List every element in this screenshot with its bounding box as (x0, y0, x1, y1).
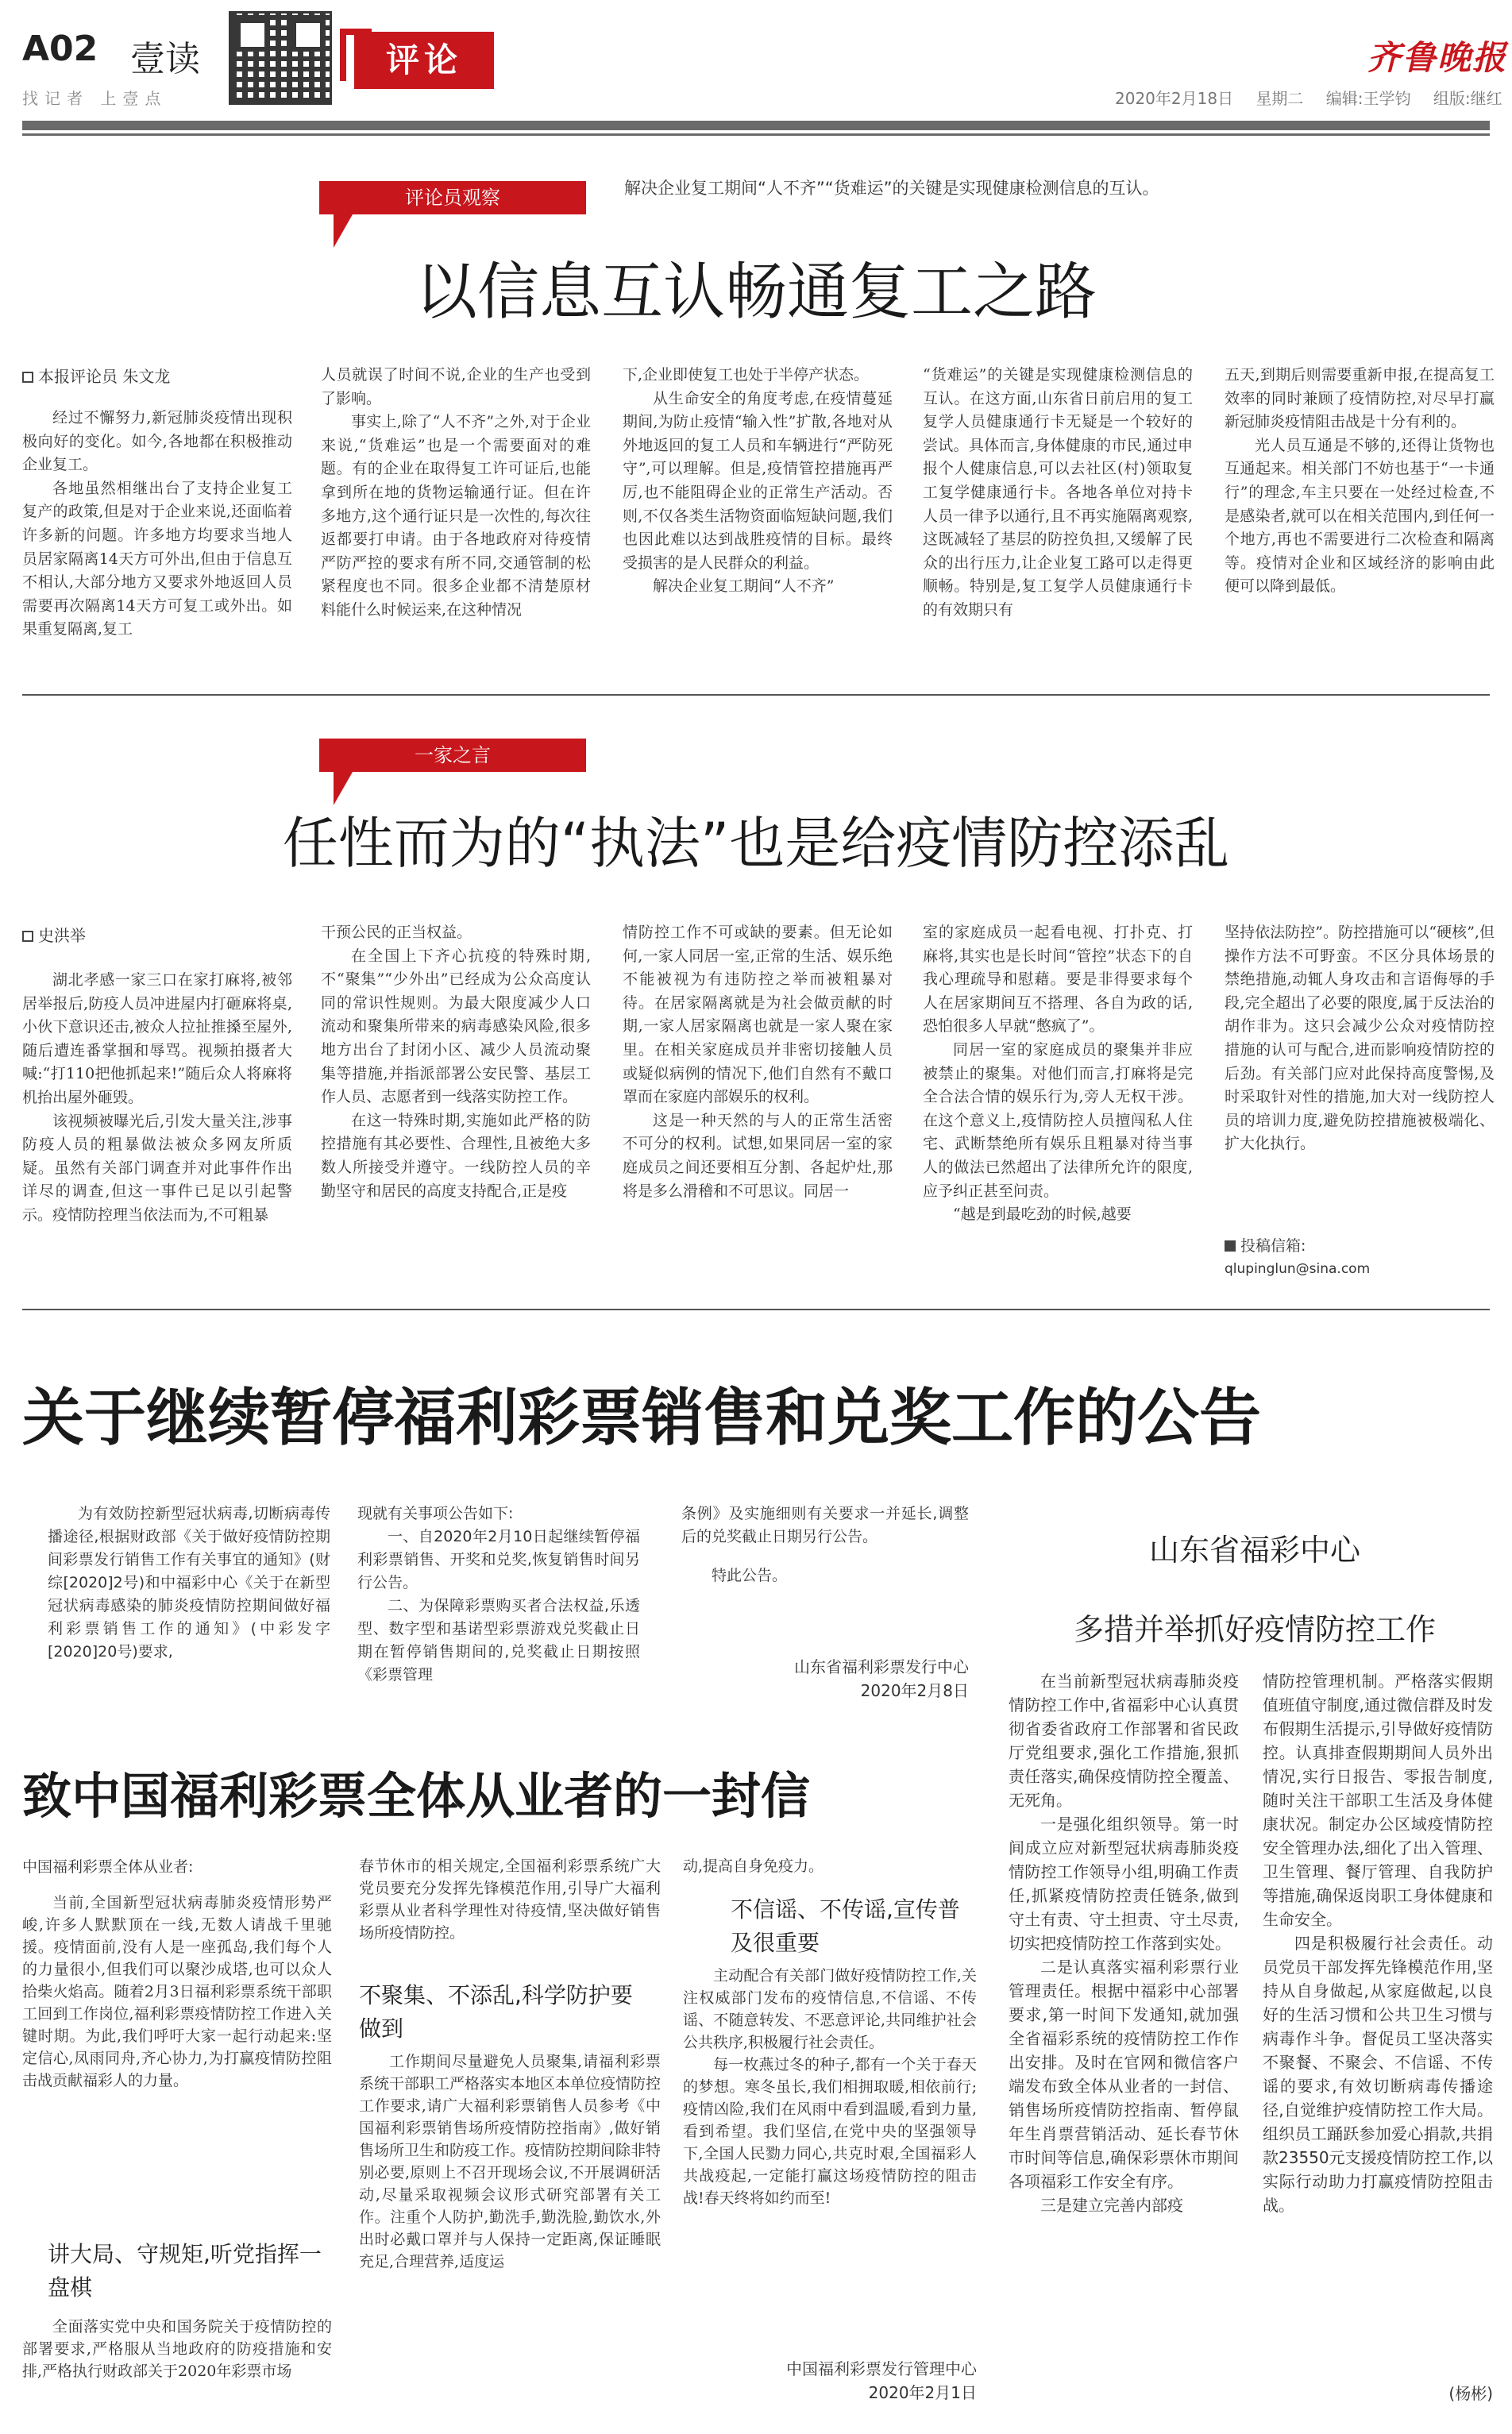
article2-col-5 (1225, 921, 1495, 1223)
paragraph: 情防控工作不可或缺的要素。但无论如何,一家人同居一室,正常的生活、娱乐绝不能被视为有违防控之举而被粗暴对待。在居家隔离就是为社会做贡献的时期,一家人居家隔离也就是一家人聚在家里。在相关家庭成员并非密切接触人员或疑似病例的情况下,他们自然有不戴口罩而在家庭内部娱乐的权利。 (623, 924, 893, 1106)
contact-label: 投稿信箱: (1240, 1237, 1306, 1255)
section-separator (22, 1309, 1490, 1310)
article1-col-4 (923, 364, 1193, 683)
paragraph: 下,企业即使复工也处于半停产状态。 (623, 366, 870, 384)
article2-col-4 (923, 921, 1193, 1286)
paragraph: 同居一室的家庭成员的聚集并非应被禁止的聚集。对他们而言,打麻将是完全合法合情的娱乐行为,旁人无权干涉。在这个意义上,疫情防控人员擅闯私人住宅、武断禁绝所有娱乐且粗暴对待当事人的做法已然超出了法律所允许的限度,应予纠正甚至问责。 (923, 1040, 1193, 1200)
shandong-col-1 (1009, 1669, 1239, 2408)
paragraph: 当前,全国新型冠状病毒肺炎疫情形势严峻,许多人默默顶在一线,无数人请战千里驰援。疫情面前,没有人是一座孤岛,我们每个人的力量很小,但我们可以聚沙成塔,也可以众人拾柴火焰高。随着2月3日福利彩票系统干部职工回到工作岗位,福利彩票疫情防控工作进入关键时期。为此,我们呼吁大家一起行动起来:坚定信心,凤雨同舟,齐心协力,为打赢疫情防控阻击战贡献福彩人的力量。 (22, 1894, 332, 2089)
article2-col-3 (623, 921, 893, 1286)
announcement-col-3 (681, 1502, 969, 1622)
layout-credit: 组版:继红 (1433, 89, 1502, 108)
paragraph: “越是到最吃劲的时候,越要 (953, 1205, 1132, 1224)
article1-col-2 (321, 364, 591, 683)
paragraph: 各地虽然相继出台了支持企业复工复产的政策,但是对于企业来说,还面临着许多新的问题。许多地方均要求当地人员居家隔离14天方可外出,但由于信息互不相认,大部分地方又要求外地返回人员需要再次隔离14天方可复工或外出。如果重复隔离,复工 (22, 479, 292, 638)
article-separator (22, 694, 1490, 696)
paragraph: 室的家庭成员一起看电视、打扑克、打麻将,其实也是长时间“管控”状态下的自我心理疏导和慰藉。要是非得要求每个人在居家期间互不搭理、各自为政的话,恐怕很多人早就“憋疯了”。 (923, 924, 1193, 1036)
paragraph: 这是一种天然的与人的正常生活密不可分的权利。试想,如果同居一室的家庭成员之间还要相互分割、各起炉灶,那将是多么滑稽和不可思议。同居一 (623, 1111, 893, 1200)
announcement-date: 2020年2月8日 (860, 1681, 969, 1700)
article1-title: 以信息互认畅通复工之路 (415, 257, 1097, 328)
paragraph: 为有效防控新型冠状病毒,切断病毒传播途径,根据财政部《关于做好疫情防控期间彩票发行销售工作有关事宜的通知》(财综[2020]2号)和中福彩中心《关于在新型冠状病毒感染的肺炎疫情防控期间做好福利彩票销售工作的通知》(中彩发字[2020]20号)要求, (48, 1505, 330, 1661)
paragraph: 二、为保障彩票购买者合法权益,乐透型、数字型和基诺型彩票游戏兑奖截止日期在暂停销售期间的,兑奖截止日期按照《彩票管理 (357, 1597, 640, 1684)
masthead-rule-thick (22, 121, 1490, 130)
paragraph: 经过不懈努力,新冠肺炎疫情出现积极向好的变化。如今,各地都在积极推动企业复工。 (22, 409, 292, 474)
announcement-signer: 山东省福利彩票发行中心 (794, 1657, 969, 1676)
letter-salutation: 中国福利彩票全体从业者: (22, 1858, 194, 1876)
paragraph: 三是建立完善内部疫 (1040, 2196, 1183, 2215)
paragraph: 情防控管理机制。严格落实假期值班值守制度,通过微信群及时发布假期生活提示,引导做好疫情防控。认真排查假期期间人员外出情况,实行日报告、零报告制度,随时关注干部职工生活及身体健康状况。制定办公区域疫情防控安全管理办法,细化了出入管理、卫生管理、餐厅管理、自我防护等措施,确保返岗职工身体健康和生命安全。 (1263, 1672, 1493, 1929)
paragraph: 现就有关事项公告如下: (357, 1505, 514, 1522)
paragraph: 全面落实党中央和国务院关于疫情防控的部署要求,严格服从当地政府的防疫措施和安排,严格执行财政部关于2020年彩票市场 (22, 2318, 332, 2380)
paragraph: 在当前新型冠状病毒肺炎疫情防控工作中,省福彩中心认真贯彻省委省政府工作部署和省民政厅党组要求,强化工作措施,狠抓责任落实,确保疫情防控全覆盖、无死角。 (1009, 1672, 1239, 1810)
article2-author: 史洪举 (38, 926, 86, 945)
article1-label-tail (334, 214, 353, 248)
announcement-col-1 (48, 1502, 330, 1709)
qr-code-icon (229, 11, 332, 105)
paragraph: “货难运”的关键是实现健康检测信息的互认。在这方面,山东省日前启用的复工复学人员健康通行卡无疑是一个较好的尝试。具体而言,身体健康的市民,通过申报个人健康信息,可以去社区(村)领取复工复学健康通行卡。各地各单位对持卡人员一律予以通行,且不再实施隔离观察,这既减轻了基层的防控负担,又缓解了民众的出行压力,让企业复工路可以走得更顺畅。特别是,复工复学人员健康通行卡的有效期只有 (923, 366, 1193, 619)
dateline (1115, 86, 1502, 109)
byline-square-icon (22, 931, 33, 942)
slogan: 找记者 上壹点 (22, 89, 168, 108)
shandong-title-bottom: 多措并举抓好疫情防控工作 (1073, 1612, 1436, 1647)
letter-signer: 中国福利彩票发行管理中心 (786, 2359, 977, 2378)
article2-contact-email: qlupinglun@sina.com (1225, 1261, 1371, 1277)
letter-subhead-1: 讲大局、守规矩,听党指挥一盘棋 (48, 2241, 322, 2301)
shandong-author: (杨彬) (1448, 2384, 1493, 2403)
paragraph: 湖北孝感一家三口在家打麻将,被邻居举报后,防疫人员冲进屋内打砸麻将桌,小伙下意识还击,被众人拉扯推搡至屋外,随后遭连番掌掴和辱骂。视频拍摄者大喊:“打110把他抓起来!”随后众人将麻将机抬出屋外砸毁。 (22, 971, 292, 1106)
byline-square-icon (22, 372, 33, 383)
article1-col-3 (623, 364, 893, 683)
letter-col-3b (683, 1965, 977, 2338)
letter-date: 2020年2月1日 (868, 2383, 977, 2402)
article1-col-5 (1225, 364, 1495, 683)
paragraph: 主动配合有关部门做好疫情防控工作,关注权威部门发布的疫情信息,不信谣、不传谣、不随意转发、不恶意评论,共同维护社会公共秩序,积极履行社会责任。 (683, 1967, 977, 2051)
paragraph: 二是认真落实福利彩票行业管理责任。根据中福彩中心部署要求,第一时间下发通知,就加强全省福彩系统的疫情防控工作作出安排。及时在官网和微信客户端发布致全体从业者的一封信、销售场所疫情防控指南、暂停鼠年生肖票营销活动、延长春节休市时间等信息,确保彩票休市期间各项福彩工作安全有序。 (1009, 1958, 1239, 2191)
page-section: 壹读 (130, 39, 200, 79)
issue-weekday: 星期二 (1256, 89, 1304, 108)
paragraph: 条例》及实施细则有关要求一并延长,调整后的兑奖截止日期另行公告。 (681, 1505, 969, 1545)
letter-col-1b (22, 2316, 332, 2406)
paragraph: 一是强化组织领导。第一时间成立应对新型冠状病毒肺炎疫情防控工作领导小组,明确工作责任,抓紧疫情防控责任链条,做到守土有责、守土担责、守土尽责,切实把疫情防控工作落到实处。 (1009, 1815, 1239, 1953)
shandong-title-top: 山东省福彩中心 (1148, 1533, 1360, 1568)
article2-col-1 (22, 969, 292, 1286)
paragraph: 在这一特殊时期,实施如此严格的防控措施有其必要性、合理性,且被绝大多数人所接受并遵守。一线防控人员的辛勤坚守和居民的高度支持配合,正是疫 (321, 1111, 591, 1200)
paragraph: 解决企业复工期间“人不齐” (653, 577, 835, 596)
paragraph: 事实上,除了“人不齐”之外,对于企业来说,“货难运”也是一个需要面对的难题。有的企业在取得复工许可证后,也能拿到所在地的货物运输通行证。但在许多地方,这个通行证只是一次性的,每次往返都要打申请。由于各地政府对待疫情严防严控的要求有所不同,交通管制的松紧程度也不同。很多企业都不清楚原材料能什么时候运来,在这种情况 (321, 413, 591, 619)
paragraph: 四是积极履行社会责任。动员党员干部发挥先锋模范作用,坚持从自身做起,从家庭做起,以良好的生活习惯和公共卫生习惯与病毒作斗争。督促员工坚决落实不聚餐、不聚会、不信谣、不传谣的要求,有效切断病毒传播途径,自觉维护疫情防控工作大局。组织员工踊跃参加爱心捐款,共捐款23550元支援疫情防控工作,以实际行动助力打赢疫情防控阻击战。 (1263, 1934, 1493, 2215)
letter-col-1 (22, 1892, 332, 2225)
article2-label: 一家之言 (319, 739, 586, 772)
paragraph: 该视频被曝光后,引发大量关注,涉事防疫人员的粗暴做法被众多网友所质疑。虽然有关部门调查并对此事件作出详尽的调查,但这一事件已足以引起警示。疫情防控理当依法而为,不可粗暴 (22, 1112, 292, 1224)
article2-contact (1225, 1234, 1306, 1256)
letter-col-3 (683, 1855, 977, 1882)
article1-byline (22, 364, 170, 387)
paragraph: 在全国上下齐心抗疫的特殊时期,不“聚集”“少外出”已经成为公众高度认同的常识性规则。为最大限度减少人口流动和聚集所带来的病毒感染风险,很多地方出台了封闭小区、减少人员流动聚集等措施,并指派部署公安民警、基层工作人员、志愿者到一线落实防控工作。 (321, 947, 591, 1106)
letter-title: 致中国福利彩票全体从业者的一封信 (22, 1767, 811, 1825)
issue-date: 2020年2月18日 (1115, 89, 1234, 108)
masthead-rule-thin (22, 133, 1490, 136)
letter-col-2 (359, 1855, 661, 1966)
section-tab: 评论 (354, 32, 494, 89)
article2-title: 任性而为的“执法”也是给疫情防控添乱 (282, 811, 1230, 876)
article2-byline (22, 923, 86, 946)
article1-lead: 解决企业复工期间“人不齐”“货难运”的关键是实现健康检测信息的互认。 (624, 179, 1159, 198)
letter-subhead-2: 不聚集、不添乱,科学防护要做到 (359, 1982, 633, 2042)
paragraph: 五天,到期后则需要重新申报,在提高复工效率的同时兼顾了疫情防控,对尽早打赢新冠肺炎疫情阻击战是十分有利的。 (1225, 366, 1495, 431)
paragraph: 从生命安全的角度考虑,在疫情蔓延期间,为防止疫情“输入性”扩散,各地对从外地返回的复工人员和车辆进行“严防死守”,可以理解。但是,疫情管控措施再严厉,也不能阻碍企业的正常生产活动。否则,不仅各类生活物资面临短缺问题,我们也因此难以达到战胜疫情的目标。最终受损害的是人民群众的利益。 (623, 389, 893, 572)
paragraph: 一、自2020年2月10日起继续暂停福利彩票销售、开奖和兑奖,恢复销售时间另行公告。 (357, 1528, 640, 1591)
shandong-col-2 (1263, 1669, 1493, 2368)
letter-subhead-3: 不信谣、不传谣,宣传普及很重要 (731, 1896, 960, 1956)
paragraph: 特此公告。 (712, 1567, 788, 1584)
article1-label: 评论员观察 (319, 181, 586, 214)
editor-credit: 编辑:王学钧 (1325, 89, 1411, 108)
letter-col-2b (359, 2050, 661, 2406)
page-number: A02 (22, 29, 98, 69)
paragraph: 工作期间尽量避免人员聚集,请福利彩票系统干部职工严格落实本地区本单位疫情防控工作要求,请广大福利彩票销售人员参考《中国福利彩票销售场所疫情防控指南》,做好销售场所卫生和防疫工作。疫情防控期间除非特别必要,原则上不召开现场会议,不开展调研活动,尽量采取视频会议形式研究部署有关工作。注重个人防护,勤洗手,勤洗脸,勤饮水,外出时必戴口罩并与人保持一定距离,保证睡眠充足,合理营养,适度运 (359, 2053, 661, 2270)
paragraph: 人员就误了时间不说,企业的生产也受到了影响。 (321, 366, 591, 407)
announcement-title: 关于继续暂停福利彩票销售和兑奖工作的公告 (22, 1383, 1262, 1454)
contact-square-icon (1225, 1240, 1236, 1252)
announcement-col-2 (357, 1502, 640, 1709)
paragraph: 每一枚燕过冬的种子,都有一个关于春天的梦想。寒冬虽长,我们相拥取暖,相依前行;疫情凶险,我们在风雨中看到温暖,看到力量,看到希望。我们坚信,在党中央的坚强领导下,全国人民勠力同心,共克时艰,全国福彩人共战疫起,一定能打赢这场疫情防控的阻击战!春天终将如约而至! (683, 2056, 977, 2207)
paragraph: 坚持依法防控”。防控措施可以“硬核”,但操作方法不可野蛮。不区分具体场景的禁绝措施,动辄人身攻击和言语侮辱的手段,完全超出了必要的限度,属于反法治的胡作非为。这只会减少公众对疫情防控措施的认可与配合,进而影响疫情防控的后劲。有关部门应对此保持高度警惕,及时采取针对性的措施,加大对一线防控人员的培训力度,避免防控措施被极端化、扩大化执行。 (1225, 924, 1495, 1153)
paragraph: 动,提高自身免疫力。 (683, 1857, 824, 1875)
article2-col-2 (321, 921, 591, 1286)
article2-label-tail (334, 772, 353, 805)
paragraph: 光人员互通是不够的,还得让货物也互通起来。相关部门不妨也基于“一卡通行”的理念,车主只要在一处经过检查,不是感染者,就可以在相关范围内,到任何一个地方,再也不需要进行二次检查和隔离等。疫情对企业和区域经济的影响由此便可以降到最低。 (1225, 436, 1495, 596)
article1-author: 本报评论员 朱文龙 (38, 367, 171, 386)
article1-col-1 (22, 407, 292, 683)
paragraph: 干预公民的正当权益。 (321, 924, 472, 941)
paragraph: 春节休市的相关规定,全国福利彩票系统广大党员要充分发挥先锋模范作用,引导广大福利彩票从业者科学理性对待疫情,坚决做好销售场所疫情防控。 (359, 1857, 661, 1942)
paper-logo: 齐鲁晚报 (1367, 38, 1508, 77)
